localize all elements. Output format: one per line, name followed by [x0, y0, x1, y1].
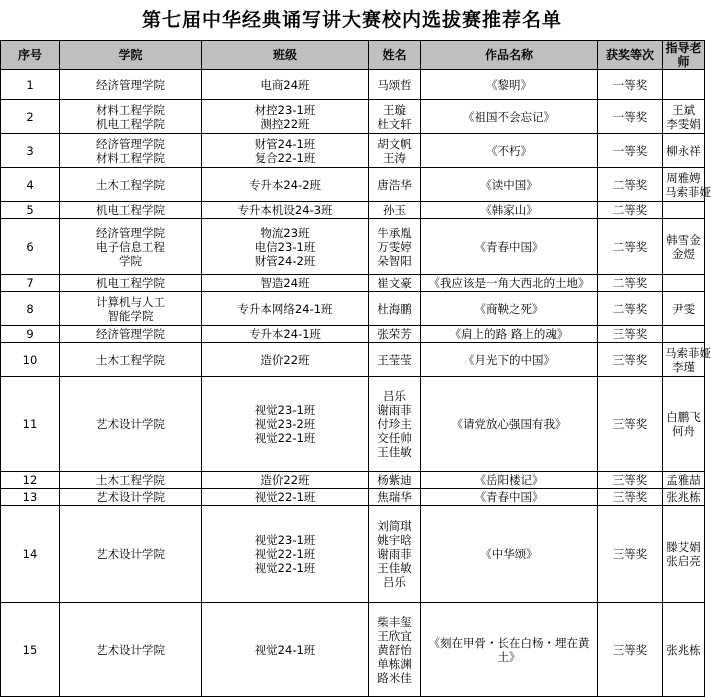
cell-college-line: 机电工程学院 [96, 276, 165, 290]
cell-no: 14 [1, 506, 60, 603]
cell-college-line: 经济管理学院 [96, 77, 165, 92]
cell-teachers-line: 滕艾娟 [666, 540, 701, 554]
cell-teachers [663, 343, 711, 377]
cell-award: 三等奖 [598, 603, 663, 697]
cell-award: 三等奖 [598, 326, 663, 343]
cell-names-line: 张荣芳 [377, 327, 412, 341]
cell-teachers [663, 472, 705, 489]
cell-no: 3 [1, 134, 60, 168]
cell-no: 10 [1, 343, 60, 377]
cell-names-line: 万雯婷 [377, 239, 412, 254]
cell-teachers [663, 202, 705, 219]
cell-class [202, 603, 369, 697]
cell-college-line: 机电工程学院 [96, 116, 165, 131]
cell-college [60, 343, 202, 377]
cell-college [60, 168, 202, 202]
table-row [1, 489, 705, 506]
cell-teachers [663, 100, 705, 134]
cell-no: 5 [1, 202, 60, 219]
cell-names-line: 杜海鹏 [377, 301, 412, 316]
cell-class [202, 275, 369, 292]
cell-names-line: 唐浩华 [377, 177, 412, 192]
cell-names [369, 202, 421, 219]
cell-college [60, 100, 202, 134]
cell-work: 《青春中国》 [421, 489, 598, 506]
cell-names [369, 489, 421, 506]
header-college: 学院 [60, 41, 202, 70]
cell-teachers [663, 134, 705, 168]
cell-class-line: 测控22班 [260, 116, 310, 131]
cell-names-line: 王欣宜 [377, 628, 412, 643]
cell-no: 6 [1, 219, 60, 275]
cell-award: 一等奖 [598, 134, 663, 168]
cell-class [202, 489, 369, 506]
cell-teachers-line: 白鹏飞 [666, 410, 701, 424]
cell-award: 三等奖 [598, 377, 663, 472]
cell-teachers-line: 张启亮 [666, 554, 701, 568]
cell-names-line: 焦瑞华 [377, 490, 412, 504]
table-row [1, 343, 705, 377]
cell-names [369, 134, 421, 168]
table-row [1, 70, 705, 100]
cell-names [369, 70, 421, 100]
cell-names-line: 路米佳 [377, 670, 412, 685]
cell-names-line: 孙玉 [383, 203, 406, 217]
cell-names [369, 219, 421, 275]
cell-work: 《商鞅之死》 [421, 292, 598, 326]
table-row [1, 326, 705, 343]
cell-names-line: 交任帅 [377, 431, 412, 445]
cell-college-line: 材料工程学院 [96, 150, 165, 165]
cell-no: 1 [1, 70, 60, 100]
table-row [1, 202, 705, 219]
cell-class [202, 326, 369, 343]
cell-class-line: 视觉23-1班 [254, 533, 316, 547]
cell-award: 一等奖 [598, 100, 663, 134]
cell-college [60, 603, 202, 697]
cell-class [202, 472, 369, 489]
cell-class [202, 377, 369, 472]
cell-class [202, 292, 369, 326]
cell-award: 三等奖 [598, 506, 663, 603]
cell-college [60, 472, 202, 489]
header-award: 获奖等次 [598, 41, 663, 70]
cell-class [202, 168, 369, 202]
cell-teachers-line: 张兆栋 [666, 642, 701, 657]
cell-class-line: 专升本24-2班 [248, 177, 322, 192]
table-row [1, 134, 705, 168]
cell-teachers [663, 219, 705, 275]
cell-college-line: 计算机与人工 [96, 294, 165, 309]
cell-class-line: 造价22班 [260, 473, 310, 487]
cell-college [60, 275, 202, 292]
cell-class-line: 视觉24-1班 [254, 642, 316, 657]
cell-work: 《读中国》 [421, 168, 598, 202]
cell-award: 三等奖 [598, 489, 663, 506]
cell-class-line: 物流23班 [260, 225, 310, 240]
cell-college-line: 艺术设计学院 [96, 490, 165, 504]
cell-college [60, 219, 202, 275]
cell-teachers-line: 金煜 [672, 246, 695, 261]
cell-award: 一等奖 [598, 70, 663, 100]
cell-names-line: 王莹莹 [377, 352, 412, 367]
cell-college-line: 土木工程学院 [96, 352, 165, 367]
cell-names-line: 姚宇晗 [377, 533, 412, 547]
cell-teachers-line: 张兆栋 [666, 490, 701, 504]
cell-work: 《刻在甲骨・长在白杨・埋在黄土》 [421, 603, 598, 697]
cell-teachers [663, 506, 705, 603]
cell-no: 2 [1, 100, 60, 134]
cell-names [369, 377, 421, 472]
cell-class-line: 材控23-1班 [254, 102, 316, 117]
cell-class [202, 219, 369, 275]
table-row [1, 377, 705, 472]
cell-teachers-line: 王斌 [672, 102, 695, 117]
cell-award: 三等奖 [598, 343, 663, 377]
cell-class-line: 专升本机设24-3班 [237, 203, 333, 217]
cell-college-line: 艺术设计学院 [96, 642, 165, 657]
cell-names [369, 506, 421, 603]
cell-work: 《韩家山》 [421, 202, 598, 219]
cell-teachers-line: 何舟 [672, 424, 695, 438]
cell-award: 二等奖 [598, 168, 663, 202]
cell-no: 4 [1, 168, 60, 202]
table-row [1, 472, 705, 489]
cell-work: 《青春中国》 [421, 219, 598, 275]
cell-work: 《黎明》 [421, 70, 598, 100]
cell-class-line: 视觉22-1班 [254, 561, 316, 575]
cell-names-line: 柴丰玺 [377, 614, 412, 629]
cell-names-line: 吕乐 [383, 389, 406, 403]
cell-names [369, 292, 421, 326]
cell-names-line: 单栋渊 [377, 656, 412, 671]
cell-names-line: 谢雨菲 [377, 403, 412, 417]
cell-college [60, 70, 202, 100]
cell-class [202, 343, 369, 377]
cell-names [369, 168, 421, 202]
cell-names-line: 谢雨菲 [377, 547, 412, 561]
cell-names-line: 崔文豪 [377, 276, 412, 290]
cell-work: 《我应该是一角大西北的土地》 [421, 275, 598, 292]
header-teacher: 指导老师 [663, 41, 705, 70]
cell-teachers [663, 603, 705, 697]
cell-college [60, 506, 202, 603]
cell-teachers [663, 489, 705, 506]
cell-work: 《肩上的路 路上的魂》 [421, 326, 598, 343]
cell-class [202, 134, 369, 168]
cell-college-line: 土木工程学院 [96, 177, 165, 192]
cell-teachers-line: 周雅娉 [666, 170, 701, 185]
cell-names-line: 杜文轩 [377, 116, 412, 131]
cell-college [60, 134, 202, 168]
cell-teachers [663, 326, 705, 343]
cell-names-line: 王涛 [383, 150, 406, 165]
cell-teachers [663, 168, 711, 202]
cell-no: 9 [1, 326, 60, 343]
cell-college-line: 学院 [119, 253, 142, 268]
table-row [1, 603, 705, 697]
cell-names-line: 杨紫迪 [377, 473, 412, 487]
cell-no: 11 [1, 377, 60, 472]
cell-names [369, 343, 421, 377]
cell-teachers [663, 70, 705, 100]
cell-college-line: 智能学院 [107, 308, 154, 323]
cell-college [60, 326, 202, 343]
cell-class-line: 财管24-1班 [254, 136, 316, 151]
header-work: 作品名称 [421, 41, 598, 70]
cell-class-line: 财管24-2班 [254, 253, 316, 268]
cell-work: 《请党放心强国有我》 [421, 377, 598, 472]
cell-work: 《不朽》 [421, 134, 598, 168]
cell-class [202, 506, 369, 603]
cell-college-line: 艺术设计学院 [96, 547, 165, 561]
cell-class-line: 电信23-1班 [254, 239, 316, 254]
cell-teachers-line: 李雯娟 [666, 116, 701, 131]
cell-college-line: 土木工程学院 [96, 473, 165, 487]
cell-names-line: 胡文帆 [377, 136, 412, 151]
cell-class-line: 视觉23-2班 [254, 417, 316, 431]
cell-teachers-line: 李瑾 [672, 359, 695, 374]
cell-college [60, 202, 202, 219]
cell-college-line: 经济管理学院 [96, 136, 165, 151]
cell-award: 二等奖 [598, 219, 663, 275]
cell-no: 12 [1, 472, 60, 489]
cell-names-line: 王佳敏 [377, 445, 412, 459]
cell-class [202, 202, 369, 219]
cell-work: 《岳阳楼记》 [421, 472, 598, 489]
cell-names [369, 603, 421, 697]
cell-names-line: 吕乐 [383, 575, 406, 589]
cell-no: 7 [1, 275, 60, 292]
cell-names-line: 王佳敏 [377, 561, 412, 575]
cell-class-line: 专升本24-1班 [248, 327, 322, 341]
cell-no: 13 [1, 489, 60, 506]
cell-names-line: 黄舒怡 [377, 642, 412, 657]
cell-names-line: 王璇 [383, 102, 406, 117]
header-no: 序号 [1, 41, 60, 70]
cell-college [60, 489, 202, 506]
cell-college-line: 经济管理学院 [96, 327, 165, 341]
cell-work: 《中华颂》 [421, 506, 598, 603]
cell-award: 三等奖 [598, 472, 663, 489]
cell-class-line: 电商24班 [260, 77, 310, 92]
cell-names [369, 472, 421, 489]
cell-no: 15 [1, 603, 60, 697]
table-row [1, 168, 705, 202]
cell-names-line: 牛承胤 [377, 225, 412, 240]
cell-teachers-line: 柳永祥 [666, 143, 701, 158]
table-row [1, 100, 705, 134]
table-row [1, 506, 705, 603]
cell-work: 《月光下的中国》 [421, 343, 598, 377]
cell-teachers-line: 马索菲娅 [665, 345, 711, 360]
cell-names-line: 付珍主 [377, 417, 412, 431]
cell-class [202, 70, 369, 100]
cell-class-line: 专升本网络24-1班 [237, 301, 333, 316]
cell-teachers [663, 377, 705, 472]
cell-no: 8 [1, 292, 60, 326]
cell-class-line: 智造24班 [260, 276, 310, 290]
cell-names [369, 326, 421, 343]
table-row [1, 219, 705, 275]
cell-names [369, 100, 421, 134]
cell-names-line: 朵智阳 [377, 253, 412, 268]
cell-college-line: 经济管理学院 [96, 225, 165, 240]
cell-teachers-line: 尹雯 [672, 301, 695, 316]
cell-college-line: 艺术设计学院 [96, 417, 165, 431]
cell-award: 二等奖 [598, 275, 663, 292]
cell-names-line: 马颂哲 [377, 77, 412, 92]
cell-award: 二等奖 [598, 202, 663, 219]
cell-names-line: 刘简琪 [377, 519, 412, 533]
cell-college [60, 377, 202, 472]
cell-teachers [663, 292, 705, 326]
cell-class-line: 视觉22-1班 [254, 547, 316, 561]
cell-class-line: 视觉22-1班 [254, 431, 316, 445]
cell-teachers-line: 马索菲娅 [665, 184, 711, 199]
cell-teachers-line: 韩雪金 [666, 232, 701, 247]
page-title: 第七届中华经典诵写讲大赛校内选拔赛推荐名单 [141, 9, 562, 31]
cell-class-line: 造价22班 [260, 352, 310, 367]
cell-award: 二等奖 [598, 292, 663, 326]
cell-teachers [663, 275, 705, 292]
cell-class [202, 100, 369, 134]
header-row [1, 41, 705, 70]
cell-college-line: 电子信息工程 [96, 239, 165, 254]
cell-college-line: 材料工程学院 [96, 102, 165, 117]
table-row [1, 292, 705, 326]
cell-college [60, 292, 202, 326]
cell-class-line: 视觉22-1班 [254, 490, 316, 504]
cell-college-line: 机电工程学院 [96, 203, 165, 217]
cell-names [369, 275, 421, 292]
table-row [1, 275, 705, 292]
header-class: 班级 [202, 41, 369, 70]
cell-work: 《祖国不会忘记》 [421, 100, 598, 134]
cell-class-line: 视觉23-1班 [254, 403, 316, 417]
recommendation-table [0, 40, 711, 697]
cell-class-line: 复合22-1班 [254, 150, 316, 165]
header-name: 姓名 [369, 41, 421, 70]
cell-teachers-line: 孟雅喆 [666, 473, 701, 487]
